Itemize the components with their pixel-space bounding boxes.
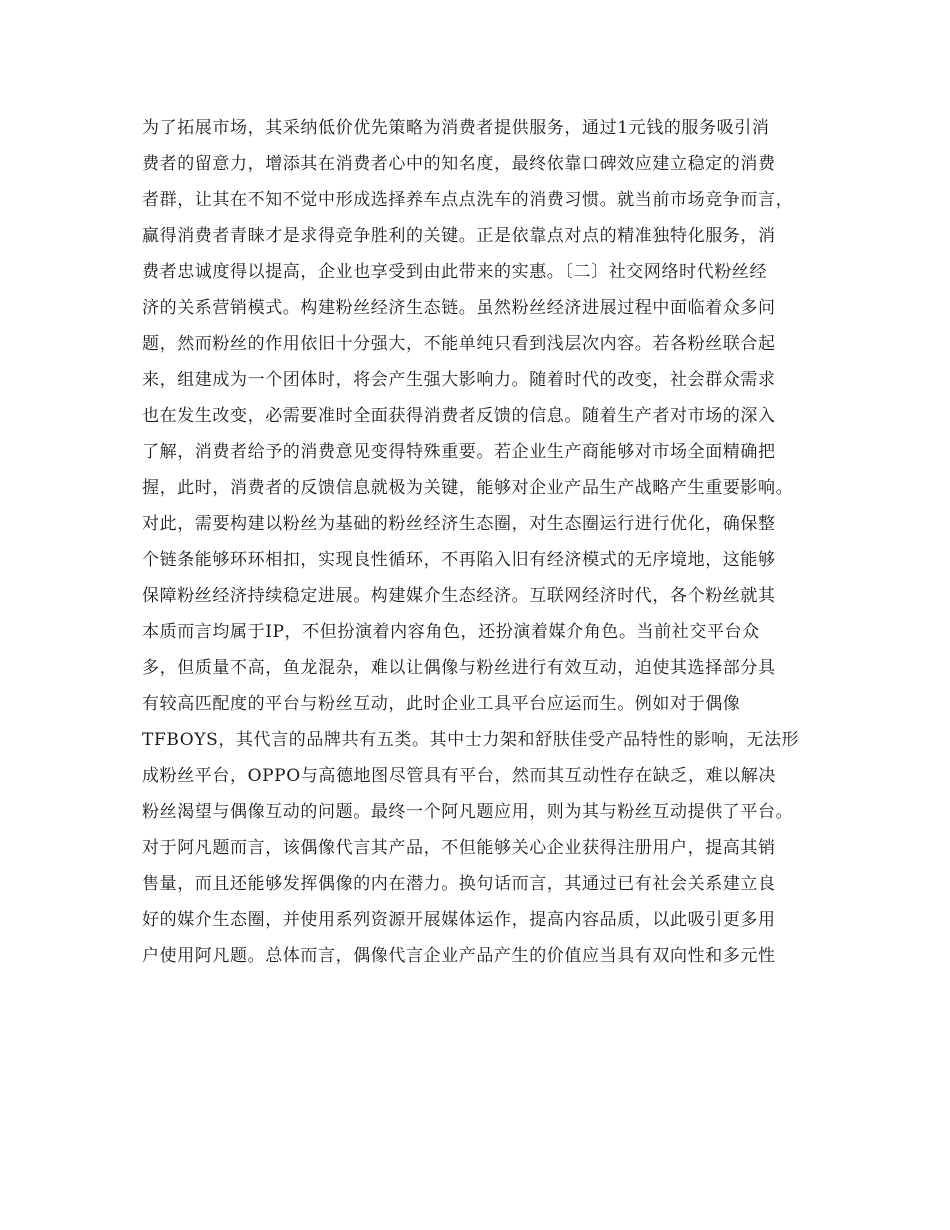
text-line: 售量，而且还能够发挥偶像的内在潜力。换句话而言，其通过已有社会关系建立良 [142,874,776,894]
text-line: 对于阿凡题而言，该偶像代言其产品，不但能够关心企业获得注册用户，提高其销 [142,838,776,858]
text-line: 对此，需要构建以粉丝为基础的粉丝经济生态圈，对生态圈运行进行优化，确保整 [142,514,776,534]
text-line: 握，此时，消费者的反馈信息就极为关键，能够对企业产品生产战略产生重要影响。 [142,478,794,498]
text-line: 者群，让其在不知不觉中形成选择养车点点洗车的消费习惯。就当前市场竞争而言， [142,190,794,210]
text-line: 本质而言均属于IP，不但扮演着内容角色，还扮演着媒介角色。当前社交平台众 [142,622,760,642]
body-text [142,110,842,974]
text-line: 保障粉丝经济持续稳定进展。构建媒介生态经济。互联网经济时代，各个粉丝就其 [142,586,776,606]
text-line: 好的媒介生态圈，并使用系列资源开展媒体运作，提高内容品质，以此吸引更多用 [142,910,776,930]
text-line: 多，但质量不高，鱼龙混杂，难以让偶像与粉丝进行有效互动，迫使其选择部分具 [142,658,776,678]
text-line: 户使用阿凡题。总体而言，偶像代言企业产品产生的价值应当具有双向性和多元性 [142,946,776,966]
text-line: 也在发生改变，必需要准时全面获得消费者反馈的信息。随着生产者对市场的深入 [142,406,776,426]
text-line: 了解，消费者给予的消费意见变得特殊重要。若企业生产商能够对市场全面精确把 [142,442,776,462]
text-line: 赢得消费者青睐才是求得竞争胜利的关键。正是依靠点对点的精准独特化服务，消 [142,226,776,246]
text-line: 有较高匹配度的平台与粉丝互动，此时企业工具平台应运而生。例如对于偶像 [142,694,741,714]
text-line: 题，然而粉丝的作用依旧十分强大，不能单纯只看到浅层次内容。若各粉丝联合起 [142,334,776,354]
text-line: 为了拓展市场，其采纳低价优先策略为消费者提供服务，通过1元钱的服务吸引消 [142,118,770,138]
text-line: 费者的留意力，增添其在消费者心中的知名度，最终依靠口碑效应建立稳定的消费 [142,154,776,174]
text-line: 济的关系营销模式。构建粉丝经济生态链。虽然粉丝经济进展过程中面临着众多问 [142,298,776,318]
text-line: 个链条能够环环相扣，实现良性循环，不再陷入旧有经济模式的无序境地，这能够 [142,550,776,570]
text-line: 费者忠诚度得以提高，企业也享受到由此带来的实惠。〔二〕社交网络时代粉丝经 [142,262,768,282]
text-line: 粉丝渴望与偶像互动的问题。最终一个阿凡题应用，则为其与粉丝互动提供了平台。 [142,802,794,822]
text-line: 成粉丝平台，OPPO与高德地图尽管具有平台，然而其互动性存在缺乏，难以解决 [142,766,776,786]
text-line: TFBOYS，其代言的品牌共有五类。其中士力架和舒肤佳受产品特性的影响，无法形 [142,730,800,750]
text-line: 来，组建成为一个团体时，将会产生强大影响力。随着时代的改变，社会群众需求 [142,370,776,390]
